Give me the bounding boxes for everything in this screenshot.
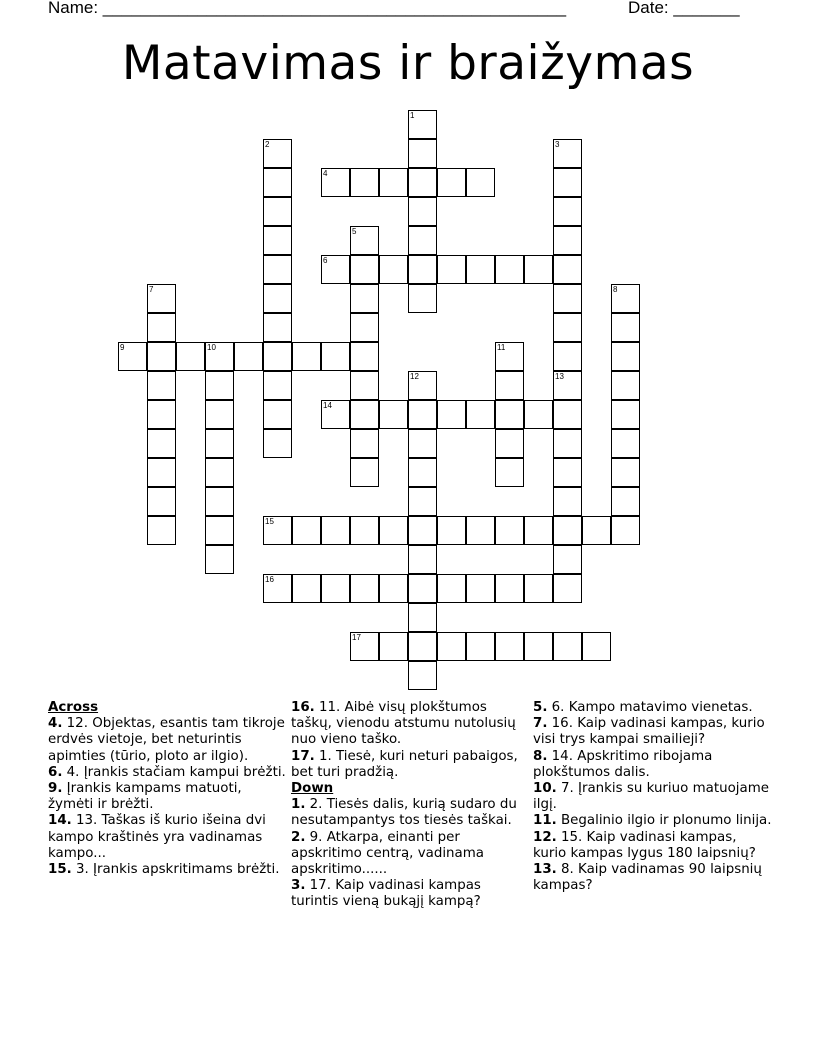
- clue-number: 16: [265, 575, 274, 584]
- grid-cell-9[interactable]: [118, 342, 147, 371]
- grid-cell[interactable]: [350, 574, 379, 603]
- grid-cell[interactable]: [437, 516, 466, 545]
- grid-cell[interactable]: [495, 371, 524, 400]
- clue-text: 12. Objektas, esantis tam tikroje erdvės vietoje, bet neturintis apimties (tūrio, ploto ar ilgio).: [48, 716, 285, 764]
- grid-cell[interactable]: [147, 429, 176, 458]
- grid-cell[interactable]: [350, 284, 379, 313]
- down-clue-list-continued: [533, 700, 773, 894]
- grid-cell-8[interactable]: [611, 284, 640, 313]
- grid-cell[interactable]: [553, 197, 582, 226]
- grid-cell[interactable]: [379, 255, 408, 284]
- clue-item: [533, 813, 773, 829]
- clue-item: [533, 862, 773, 894]
- grid-cell[interactable]: [553, 400, 582, 429]
- grid-cell[interactable]: [350, 516, 379, 545]
- clue-number: 1.: [291, 797, 306, 813]
- grid-cell[interactable]: [553, 313, 582, 342]
- grid-cell[interactable]: [495, 429, 524, 458]
- grid-cell[interactable]: [263, 226, 292, 255]
- clue-number: 4: [323, 169, 328, 178]
- grid-cell[interactable]: [408, 197, 437, 226]
- grid-cell[interactable]: [437, 574, 466, 603]
- clue-number: 10.: [533, 781, 557, 797]
- grid-cell[interactable]: [379, 574, 408, 603]
- grid-cell[interactable]: [321, 342, 350, 371]
- grid-cell[interactable]: [205, 458, 234, 487]
- grid-cell-14[interactable]: [321, 400, 350, 429]
- clue-item: [291, 700, 531, 749]
- grid-cell[interactable]: [408, 603, 437, 632]
- clue-item: [533, 830, 773, 862]
- grid-cell[interactable]: [408, 429, 437, 458]
- across-clue-list: [48, 716, 288, 878]
- grid-cell[interactable]: [263, 168, 292, 197]
- grid-cell[interactable]: [321, 574, 350, 603]
- clue-number: 3.: [291, 878, 306, 894]
- grid-cell[interactable]: [466, 255, 495, 284]
- grid-cell[interactable]: [205, 516, 234, 545]
- grid-cell[interactable]: [379, 632, 408, 661]
- grid-cell-10[interactable]: [205, 342, 234, 371]
- clues-column-3: [533, 700, 773, 894]
- grid-cell[interactable]: [408, 661, 437, 690]
- clue-item: [533, 781, 773, 813]
- grid-cell[interactable]: [495, 400, 524, 429]
- grid-cell[interactable]: [408, 632, 437, 661]
- clue-item: [533, 700, 773, 716]
- clue-text: 1. Tiesė, kuri neturi pabaigos, bet turi pradžią.: [291, 748, 518, 780]
- grid-cell[interactable]: [234, 342, 263, 371]
- grid-cell-7[interactable]: [147, 284, 176, 313]
- grid-cell[interactable]: [350, 313, 379, 342]
- clue-number: 15.: [48, 862, 72, 878]
- grid-cell[interactable]: [263, 371, 292, 400]
- clue-number: 11.: [533, 813, 557, 829]
- clue-text: 17. Kaip vadinasi kampas turintis vieną bukąjį kampą?: [291, 878, 481, 910]
- clue-number: 17: [352, 633, 361, 642]
- grid-cell[interactable]: [263, 284, 292, 313]
- grid-cell[interactable]: [611, 487, 640, 516]
- grid-cell[interactable]: [205, 400, 234, 429]
- grid-cell[interactable]: [350, 255, 379, 284]
- grid-cell-6[interactable]: [321, 255, 350, 284]
- grid-cell[interactable]: [408, 574, 437, 603]
- grid-cell-11[interactable]: [495, 342, 524, 371]
- grid-cell[interactable]: [147, 400, 176, 429]
- grid-cell[interactable]: [350, 429, 379, 458]
- grid-cell[interactable]: [553, 226, 582, 255]
- grid-cell[interactable]: [147, 342, 176, 371]
- grid-cell[interactable]: [408, 458, 437, 487]
- clue-number: 8.: [533, 748, 548, 764]
- grid-cell[interactable]: [553, 342, 582, 371]
- grid-cell[interactable]: [524, 255, 553, 284]
- grid-cell[interactable]: [263, 197, 292, 226]
- grid-cell[interactable]: [205, 545, 234, 574]
- grid-cell[interactable]: [408, 400, 437, 429]
- across-heading: Across: [48, 700, 99, 715]
- grid-cell[interactable]: [582, 516, 611, 545]
- clue-text: 14. Apskritimo ribojama plokštumos dalis.: [533, 748, 713, 780]
- grid-cell[interactable]: [611, 371, 640, 400]
- clue-number: 6.: [48, 764, 63, 780]
- clue-number: 7: [149, 285, 154, 294]
- clue-text: 2. Tiesės dalis, kurią sudaro du nesutampantys tos tiesės taškai.: [291, 797, 517, 829]
- clue-text: 3. Įrankis apskritimams brėžti.: [71, 862, 280, 878]
- grid-cell[interactable]: [466, 632, 495, 661]
- grid-cell[interactable]: [437, 255, 466, 284]
- date-field[interactable]: Date: _______: [628, 0, 740, 17]
- clue-number: 9: [120, 343, 125, 352]
- grid-cell[interactable]: [553, 545, 582, 574]
- clue-number: 13.: [533, 862, 557, 878]
- grid-cell[interactable]: [495, 574, 524, 603]
- clue-text: 9. Atkarpa, einanti per apskritimo centrą, vadinama apskritimo......: [291, 829, 484, 878]
- clue-number: 4.: [48, 716, 63, 732]
- grid-cell[interactable]: [205, 429, 234, 458]
- grid-cell[interactable]: [553, 516, 582, 545]
- grid-cell[interactable]: [611, 342, 640, 371]
- clue-item: [48, 765, 288, 781]
- clue-number: 3: [555, 140, 560, 149]
- grid-cell[interactable]: [176, 342, 205, 371]
- grid-cell-16[interactable]: [263, 574, 292, 603]
- clue-number: 6: [323, 256, 328, 265]
- grid-cell[interactable]: [379, 400, 408, 429]
- grid-cell[interactable]: [408, 487, 437, 516]
- clue-text: 8. Kaip vadinamas 90 laipsnių kampas?: [533, 862, 762, 894]
- clue-text: 13. Taškas iš kurio išeina dvi kampo kraštinės yra vadinamas kampo...: [48, 813, 266, 861]
- grid-cell[interactable]: [147, 371, 176, 400]
- clues-column-2: [291, 700, 531, 911]
- clue-number: 2: [265, 140, 270, 149]
- grid-cell[interactable]: [147, 313, 176, 342]
- grid-cell[interactable]: [350, 458, 379, 487]
- grid-cell[interactable]: [466, 574, 495, 603]
- clue-number: 2.: [291, 829, 306, 845]
- grid-cell[interactable]: [292, 342, 321, 371]
- clue-number: 10: [207, 343, 216, 352]
- clue-number: 12.: [533, 829, 557, 845]
- grid-cell[interactable]: [408, 516, 437, 545]
- clue-text: 15. Kaip vadinasi kampas, kurio kampas lygus 180 laipsnių?: [533, 829, 756, 861]
- grid-cell[interactable]: [321, 516, 350, 545]
- page-title: Matavimas ir braižymas: [121, 36, 695, 91]
- grid-cell-3[interactable]: [553, 139, 582, 168]
- grid-cell[interactable]: [553, 168, 582, 197]
- grid-cell[interactable]: [408, 255, 437, 284]
- clue-number: 17.: [291, 748, 315, 764]
- grid-cell[interactable]: [611, 429, 640, 458]
- grid-cell[interactable]: [495, 632, 524, 661]
- clue-number: 16.: [291, 700, 315, 715]
- clue-number: 1: [410, 111, 415, 120]
- clue-item: [291, 797, 531, 829]
- clue-text: 6. Kampo matavimo vienetas.: [547, 700, 753, 715]
- grid-cell[interactable]: [553, 429, 582, 458]
- grid-cell[interactable]: [350, 168, 379, 197]
- grid-cell[interactable]: [147, 516, 176, 545]
- grid-cell-5[interactable]: [350, 226, 379, 255]
- grid-cell-12[interactable]: [408, 371, 437, 400]
- clue-number: 12: [410, 372, 419, 381]
- clue-text: 11. Aibė visų plokštumos taškų, vienodu atstumu nutolusių nuo vieno taško.: [291, 700, 516, 748]
- grid-cell[interactable]: [524, 516, 553, 545]
- name-field[interactable]: Name: _________________________________________________: [48, 0, 567, 17]
- grid-cell-4[interactable]: [321, 168, 350, 197]
- clue-number: 11: [497, 343, 506, 352]
- grid-cell[interactable]: [147, 458, 176, 487]
- grid-cell[interactable]: [263, 342, 292, 371]
- clues-column-1: [48, 700, 288, 878]
- grid-cell[interactable]: [350, 400, 379, 429]
- grid-cell[interactable]: [553, 574, 582, 603]
- clue-number: 15: [265, 517, 274, 526]
- grid-cell[interactable]: [553, 487, 582, 516]
- grid-cell-2[interactable]: [263, 139, 292, 168]
- down-clue-list: [291, 797, 531, 910]
- clue-item: [291, 878, 531, 910]
- clue-text: 16. Kaip vadinasi kampas, kurio visi trys kampai smailieji?: [533, 716, 765, 748]
- grid-cell[interactable]: [408, 168, 437, 197]
- clue-item: [533, 716, 773, 748]
- grid-cell[interactable]: [263, 429, 292, 458]
- grid-cell[interactable]: [408, 226, 437, 255]
- grid-cell[interactable]: [408, 139, 437, 168]
- clue-item: [48, 716, 288, 765]
- grid-cell[interactable]: [524, 574, 553, 603]
- clue-number: 14: [323, 401, 332, 410]
- down-heading: Down: [291, 781, 334, 797]
- clue-item: [291, 749, 531, 781]
- clue-number: 14.: [48, 813, 72, 829]
- clue-number: 5.: [533, 700, 548, 715]
- grid-cell[interactable]: [263, 400, 292, 429]
- clue-item: [291, 830, 531, 879]
- clue-item: [48, 862, 288, 878]
- clue-number: 13: [555, 372, 564, 381]
- grid-cell[interactable]: [553, 255, 582, 284]
- grid-cell[interactable]: [582, 632, 611, 661]
- grid-cell[interactable]: [147, 487, 176, 516]
- grid-cell[interactable]: [495, 458, 524, 487]
- grid-cell-1[interactable]: [408, 110, 437, 139]
- clue-number: 9.: [48, 781, 63, 797]
- grid-cell[interactable]: [611, 516, 640, 545]
- grid-cell[interactable]: [495, 255, 524, 284]
- grid-cell[interactable]: [205, 371, 234, 400]
- grid-cell[interactable]: [611, 458, 640, 487]
- clue-number: 7.: [533, 716, 548, 732]
- clue-number: 8: [613, 285, 618, 294]
- grid-cell[interactable]: [553, 284, 582, 313]
- clue-text: 4. Įrankis stačiam kampui brėžti.: [62, 764, 286, 780]
- grid-cell[interactable]: [524, 632, 553, 661]
- grid-cell[interactable]: [553, 458, 582, 487]
- grid-cell-15[interactable]: [263, 516, 292, 545]
- grid-cell[interactable]: [263, 313, 292, 342]
- grid-cell[interactable]: [553, 632, 582, 661]
- grid-cell-17[interactable]: [350, 632, 379, 661]
- grid-cell[interactable]: [466, 400, 495, 429]
- grid-cell[interactable]: [408, 284, 437, 313]
- grid-cell[interactable]: [466, 168, 495, 197]
- grid-cell[interactable]: [524, 400, 553, 429]
- grid-cell[interactable]: [408, 545, 437, 574]
- grid-cell[interactable]: [466, 516, 495, 545]
- clue-number: 5: [352, 227, 357, 236]
- clue-item: [48, 813, 288, 862]
- grid-cell[interactable]: [350, 342, 379, 371]
- grid-cell[interactable]: [437, 400, 466, 429]
- grid-cell[interactable]: [379, 516, 408, 545]
- across-clue-list-continued: [291, 700, 531, 781]
- grid-cell[interactable]: [437, 168, 466, 197]
- grid-cell-13[interactable]: [553, 371, 582, 400]
- grid-cell[interactable]: [379, 168, 408, 197]
- clue-text: 7. Įrankis su kuriuo matuojame ilgį.: [533, 781, 769, 813]
- grid-cell[interactable]: [205, 487, 234, 516]
- grid-cell[interactable]: [292, 516, 321, 545]
- grid-cell[interactable]: [611, 313, 640, 342]
- grid-cell[interactable]: [263, 255, 292, 284]
- clue-text: Begalinio ilgio ir plonumo linija.: [556, 813, 772, 829]
- grid-cell[interactable]: [292, 574, 321, 603]
- clue-item: [48, 781, 288, 813]
- grid-cell[interactable]: [495, 516, 524, 545]
- grid-cell[interactable]: [350, 371, 379, 400]
- clue-text: Įrankis kampams matuoti, žymėti ir brėžti.: [48, 781, 242, 813]
- clue-item: [533, 749, 773, 781]
- grid-cell[interactable]: [611, 400, 640, 429]
- grid-cell[interactable]: [437, 632, 466, 661]
